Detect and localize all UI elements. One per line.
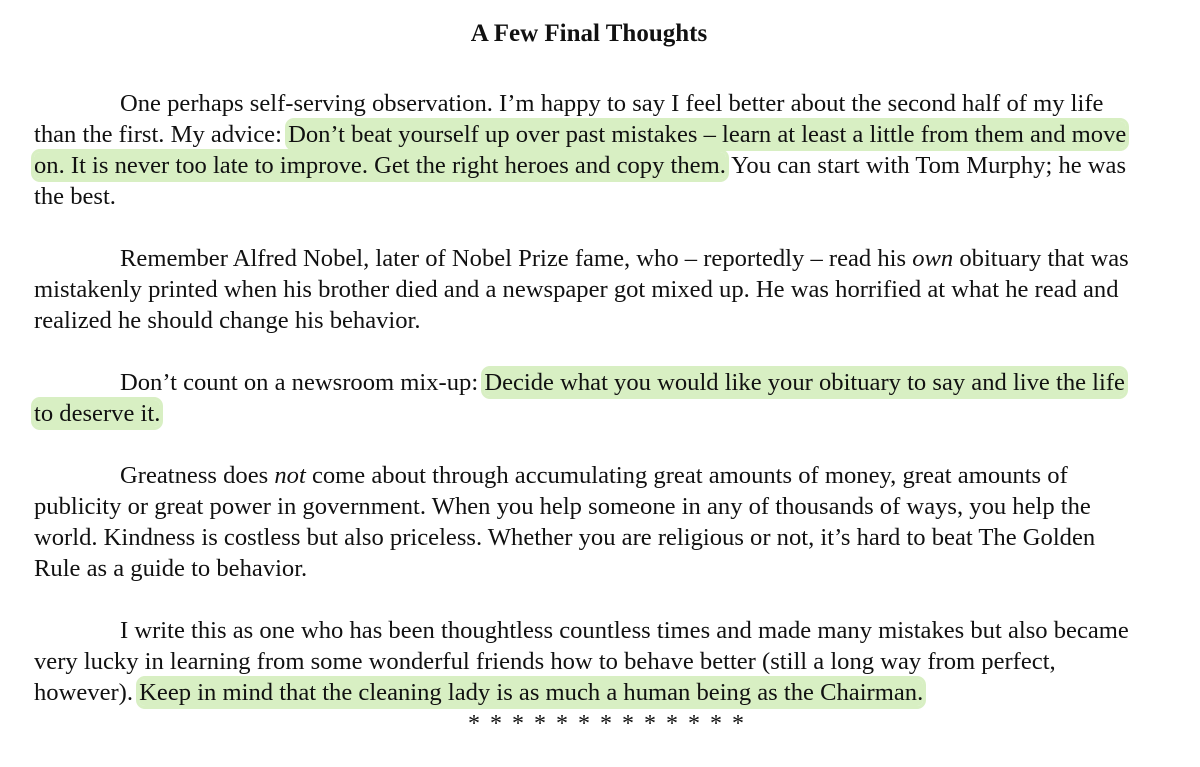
section-separator: * * * * * * * * * * * * * [468, 711, 746, 737]
page-title: A Few Final Thoughts [470, 20, 708, 47]
paragraph-text: obituary that was mistakenly printed when his brother died and a newspaper got mixed up. He was horrified at what he read and realized he should change his behavior. [34, 245, 1129, 334]
paragraph-text: You can start with Tom Murphy; he was the best. [34, 152, 1127, 210]
highlighted-passage: Keep in mind that the cleaning lady is as much a human being as the Chairman. [139, 679, 924, 706]
paragraph-text: Remember Alfred Nobel, later of Nobel Prize fame, who – reportedly – read his [120, 245, 913, 272]
paragraph-1 [34, 88, 1144, 212]
paragraph-4 [34, 460, 1144, 584]
paragraph-text: I write this as one who has been thoughtless countless times and made many mistakes but also became very lucky in learning from some wonderful friends how to behave better (still a long way from perfect, however). [34, 617, 1129, 706]
paragraph-3 [34, 367, 1144, 429]
paragraph-2 [34, 243, 1144, 336]
italic-emphasis: own [912, 245, 954, 272]
paragraph-5 [34, 615, 1144, 708]
document-page [34, 14, 1144, 738]
highlighted-passage: Decide what you would like your obituary to say and live the life to deserve it. [34, 369, 1125, 427]
italic-emphasis: not [274, 462, 306, 489]
highlighted-passage: Don’t beat yourself up over past mistakes – learn at least a little from them and move on. It is never too late to improve. Get the right heroes and copy them. [34, 121, 1127, 179]
paragraph-text: come about through accumulating great amounts of money, great amounts of publicity or great power in government. When you help someone in any of thousands of ways, you help the world. Kindness is costless but also priceless. Whether you are religious or not, it’s hard to beat The Golden Rule as a guide to behavior. [34, 462, 1096, 582]
paragraph-text: Don’t count on a newsroom mix-up: [120, 369, 485, 396]
paragraph-text: Greatness does [120, 462, 275, 489]
paragraph-text: One perhaps self-serving observation. I’m happy to say I feel better about the second half of my life than the first. My advice: [34, 90, 1104, 148]
